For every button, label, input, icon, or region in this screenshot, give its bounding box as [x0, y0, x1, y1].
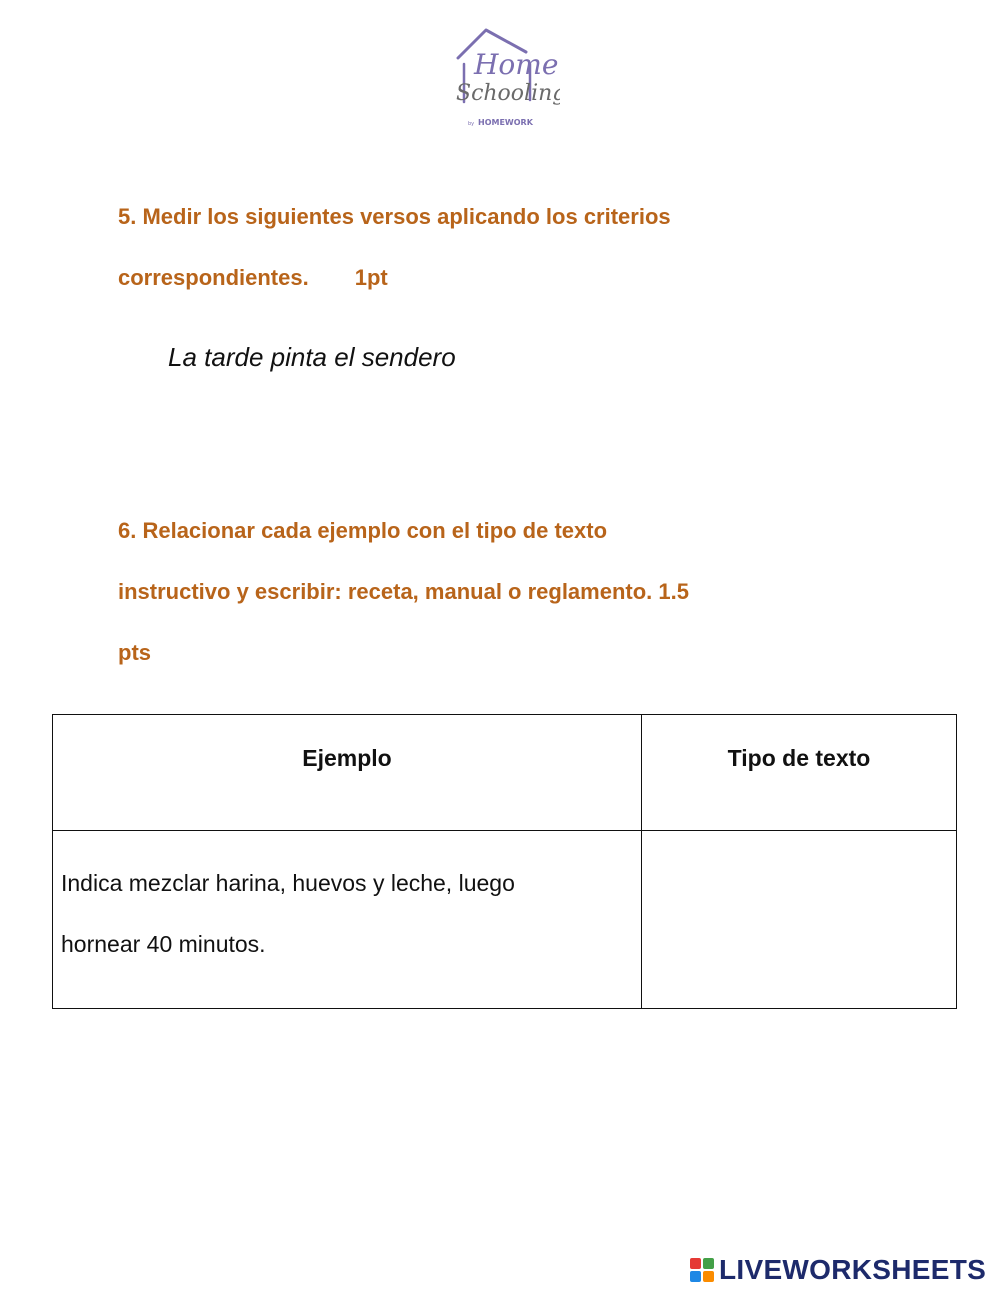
question-5-line2 [118, 247, 838, 308]
liveworksheets-brand: LIVEWORKSHEETS [719, 1254, 987, 1285]
question-6-line3: pts [118, 640, 151, 665]
question-5-title [118, 186, 838, 308]
header-tipo-de-texto: Tipo de texto [642, 715, 957, 831]
question-6-title [118, 500, 838, 683]
question-5-points: 1pt [354, 265, 388, 290]
logo-line2: Schooling [456, 81, 560, 106]
question-6-line2: instructivo y escribir: receta, manual o reglamento. 1.5 [118, 579, 689, 604]
question-5-correspondientes: correspondientes. [118, 265, 309, 290]
verse-text: La tarde pinta el sendero [168, 342, 456, 372]
cell-ejemplo [53, 831, 642, 1009]
logo-by: by [468, 121, 475, 127]
liveworksheets-logo [690, 1253, 986, 1287]
question-6-line1: 6. Relacionar cada ejemplo con el tipo de texto [118, 518, 608, 543]
question-5-line1: 5. Medir los siguientes versos aplicando los criterios [118, 204, 671, 229]
liveworksheets-icon [690, 1258, 714, 1282]
header-ejemplo: Ejemplo [53, 715, 642, 831]
answer-table [52, 714, 957, 1009]
ejemplo-line1: Indica mezclar harina, huevos y leche, luego [61, 870, 515, 896]
table-header-row [53, 715, 957, 831]
logo-line1: Home [474, 48, 559, 81]
table-row [53, 831, 957, 1009]
cell-tipo-answer[interactable] [642, 831, 957, 1009]
logo-brand: HOMEWORK [478, 118, 533, 127]
homeschooling-logo [448, 22, 560, 134]
ejemplo-line2: hornear 40 minutos. [61, 931, 266, 957]
